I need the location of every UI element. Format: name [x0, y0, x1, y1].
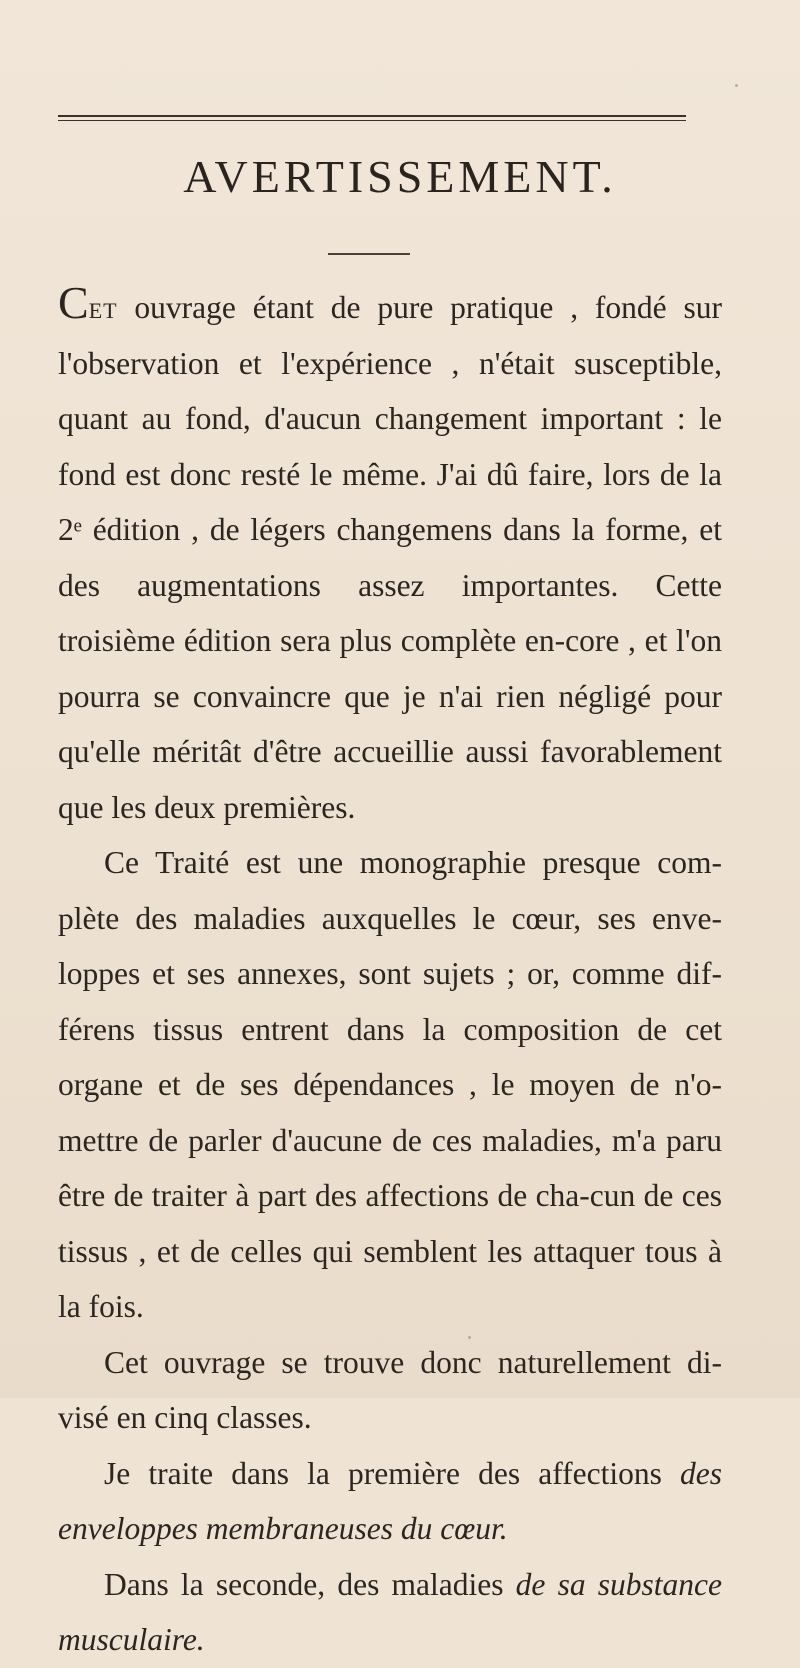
top-double-rule-thin: [58, 120, 686, 121]
paragraph-1: [58, 277, 722, 835]
heading-divider: [328, 253, 410, 255]
paragraph-5-italic: de sa substance musculaire.: [58, 1566, 722, 1657]
paper-speck: [735, 84, 738, 87]
paragraph-2: Ce Traité est une monographie presque com-plète des maladies auxquelles le cœur, ses enve-loppes et ses annexes, sont sujets ; or, comme dif-férens tissus entrent dans la composition de cet organe et de ses dépendances , le moyen de n'o-mettre de parler d'aucune de ces maladies, m'a paru être de traiter à part des affections de cha-cun de ces tissus , et de celles qui semblent les attaquer tous à la fois.: [58, 845, 722, 1324]
paper-speck: [468, 1336, 471, 1339]
paragraph-4-italic: des enveloppes membraneuses du cœur.: [58, 1455, 722, 1546]
page-heading: AVERTISSEMENT.: [183, 151, 617, 202]
paragraph-4: [58, 1446, 722, 1557]
small-caps-lead: et: [88, 290, 118, 325]
top-double-rule: [58, 115, 686, 117]
paragraph-4-text: Je traite dans la première des affections: [104, 1455, 680, 1491]
paragraph-1-text: ouvrage étant de pure pratique , fondé sur l'observation et l'expérience , n'était susceptible, quant au fond, d'aucun changement important : le fond est donc resté le même. J'ai dû faire, lors de la 2ᵉ édition , de légers changemens dans la forme, et des augmentations assez importantes. Cette troisième édition sera plus complète en-core , et l'on pourra se convaincre que je n'ai rien négligé pour qu'elle méritât d'être accueillie aussi favorablement que les deux premières.: [58, 290, 722, 825]
body-text: [58, 277, 722, 1668]
paragraph-5: [58, 1557, 722, 1668]
drop-cap: C: [58, 277, 89, 328]
paragraph-3: Cet ouvrage se trouve donc naturellement di-visé en cinq classes.: [58, 1344, 722, 1435]
paragraph-5-text: Dans la seconde, des maladies: [104, 1566, 516, 1602]
